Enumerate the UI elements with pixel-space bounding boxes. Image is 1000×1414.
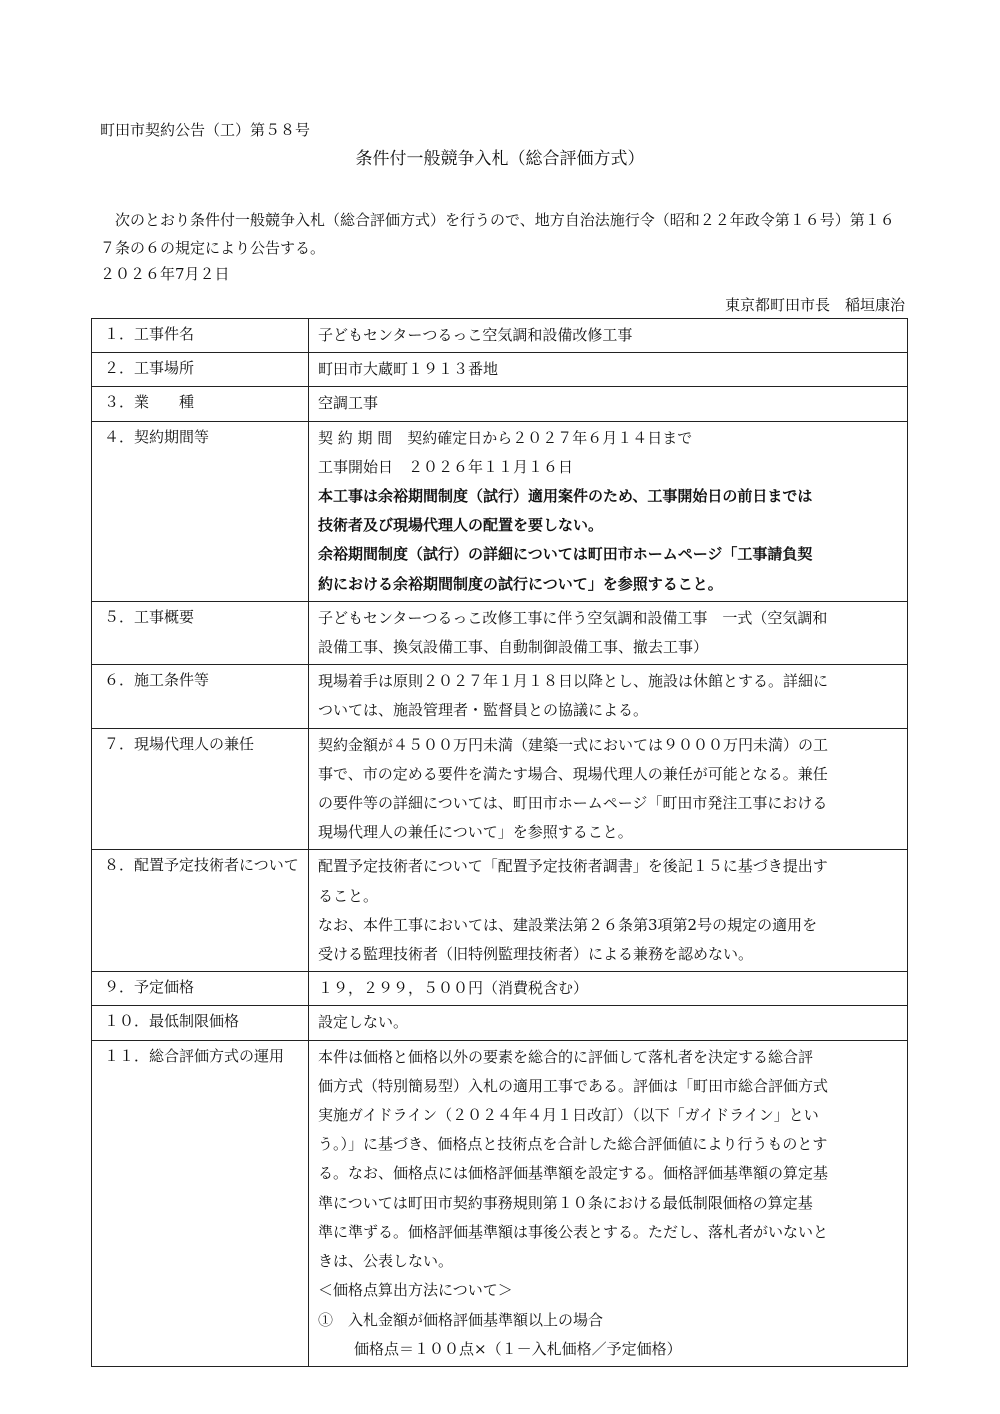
row-label: １０．最低制限価格 xyxy=(92,1006,309,1040)
table-row xyxy=(92,972,908,1006)
content-line: ること。 xyxy=(318,886,379,905)
content-line: 町田市大蔵町１９１３番地 xyxy=(318,360,499,379)
content-line: １９，２９９，５００円（消費税含む） xyxy=(318,979,589,998)
row-label: ７．現場代理人の兼任 xyxy=(92,728,309,850)
notice-number: 町田市契約公告（工）第５８号 xyxy=(100,121,311,139)
content-line: 余裕期間制度（試行）の詳細については町田市ホームページ「工事請負契 xyxy=(318,545,813,564)
row-content xyxy=(309,387,908,421)
content-line: 本件は価格と価格以外の要素を総合的に評価して落札者を決定する総合評 xyxy=(318,1047,814,1066)
content-line: 価格点＝１００点×（１－入札価格／予定価格） xyxy=(354,1339,682,1358)
specification-table xyxy=(91,318,908,1367)
content-line: 工事開始日 ２０２６年１１月１６日 xyxy=(318,457,574,476)
row-content xyxy=(309,353,908,387)
content-line: 価方式（特別簡易型）入札の適用工事である。評価は「町田市総合評価方式 xyxy=(318,1076,829,1095)
content-line: きは、公表しない。 xyxy=(318,1252,454,1271)
row-label: ２．工事場所 xyxy=(92,353,309,387)
row-content xyxy=(309,1040,908,1366)
row-label: ３．業 種 xyxy=(92,387,309,421)
content-line: 契約金額が４５００万円未満（建築一式においては９０００万円未満）の工 xyxy=(318,735,829,754)
content-line: 現場着手は原則２０２７年１月１８日以降とし、施設は休館とする。詳細に xyxy=(318,672,829,691)
table-row xyxy=(92,353,908,387)
table-row xyxy=(92,1040,908,1366)
document-title: 条件付一般競争入札（総合評価方式） xyxy=(355,149,645,169)
content-line: 技術者及び現場代理人の配置を要しない。 xyxy=(318,516,604,535)
row-label: ８．配置予定技術者について xyxy=(92,850,309,972)
content-line: 準については町田市契約事務規則第１０条における最低制限価格の算定基 xyxy=(318,1193,813,1212)
signer: 東京都町田市長 稲垣康治 xyxy=(724,296,905,314)
content-line: 配置予定技術者について「配置予定技術者調書」を後記１５に基づき提出す xyxy=(318,857,828,876)
content-line: ついては、施設管理者・監督員との協議による。 xyxy=(318,701,649,720)
intro-paragraph: 次のとおり条件付一般競争入札（総合評価方式）を行うので、地方自治法施行令（昭和２２年政令第１６号）第１６７条の６の規定により公告する。 xyxy=(100,211,895,257)
content-line: 約における余裕期間制度の試行について」を参照すること。 xyxy=(318,574,723,593)
row-label: ５．工事概要 xyxy=(92,601,309,664)
row-content xyxy=(309,1006,908,1040)
row-content xyxy=(309,665,908,728)
row-label: ６．施工条件等 xyxy=(92,665,309,728)
content-line: 現場代理人の兼任について」を参照すること。 xyxy=(318,823,633,842)
content-line: 契 約 期 間 契約確定日から２０２７年６月１４日まで xyxy=(318,428,693,447)
content-line: 子どもセンターつるっこ空気調和設備改修工事 xyxy=(318,326,633,344)
content-line: う。）」に基づき、価格点と技術点を合計した総合評価値により行うものとす xyxy=(318,1135,828,1154)
table-row xyxy=(92,387,908,421)
table-row xyxy=(92,319,908,353)
row-label: ９．予定価格 xyxy=(92,972,309,1006)
row-content xyxy=(309,728,908,850)
row-content xyxy=(309,319,908,353)
table-row xyxy=(92,728,908,850)
row-content xyxy=(309,421,908,601)
table-row xyxy=(92,850,908,972)
row-content xyxy=(309,972,908,1006)
content-line: なお、本件工事においては、建設業法第２６条第3項第2号の規定の適用を xyxy=(318,915,818,934)
content-line: 本工事は余裕期間制度（試行）適用案件のため、工事開始日の前日までは xyxy=(318,487,813,506)
content-line: 子どもセンターつるっこ改修工事に伴う空気調和設備工事 一式（空気調和 xyxy=(318,608,828,627)
content-line: 設備工事、換気設備工事、自動制御設備工事、撤去工事） xyxy=(318,638,709,657)
notice-date: ２０２６年7月２日 xyxy=(100,265,230,283)
content-line: 受ける監理技術者（旧特例監理技術者）による兼務を認めない。 xyxy=(318,945,754,964)
row-label: ４．契約期間等 xyxy=(92,421,309,601)
table-row xyxy=(92,665,908,728)
content-line: ① 入札金額が価格評価基準額以上の場合 xyxy=(318,1310,604,1329)
content-line: ＜価格点算出方法について＞ xyxy=(318,1281,513,1300)
content-line: 事で、市の定める要件を満たす場合、現場代理人の兼任が可能となる。兼任 xyxy=(318,764,828,783)
content-line: 準に準ずる。価格評価基準額は事後公表とする。ただし、落札者がいないと xyxy=(318,1222,829,1241)
content-line: る。なお、価格点には価格評価基準額を設定する。価格評価基準額の算定基 xyxy=(318,1164,829,1183)
content-line: 実施ガイドライン（２０２４年４月１日改訂）（以下「ガイドライン」とい xyxy=(318,1106,819,1125)
row-label: １．工事件名 xyxy=(92,319,309,353)
content-line: 設定しない。 xyxy=(318,1013,409,1032)
row-label: １１．総合評価方式の運用 xyxy=(92,1040,309,1366)
content-line: の要件等の詳細については、町田市ホームページ「町田市発注工事における xyxy=(318,794,828,813)
table-row xyxy=(92,601,908,664)
row-content xyxy=(309,601,908,664)
content-line: 空調工事 xyxy=(318,394,379,413)
row-content xyxy=(309,850,908,972)
table-row xyxy=(92,421,908,601)
table-row xyxy=(92,1006,908,1040)
